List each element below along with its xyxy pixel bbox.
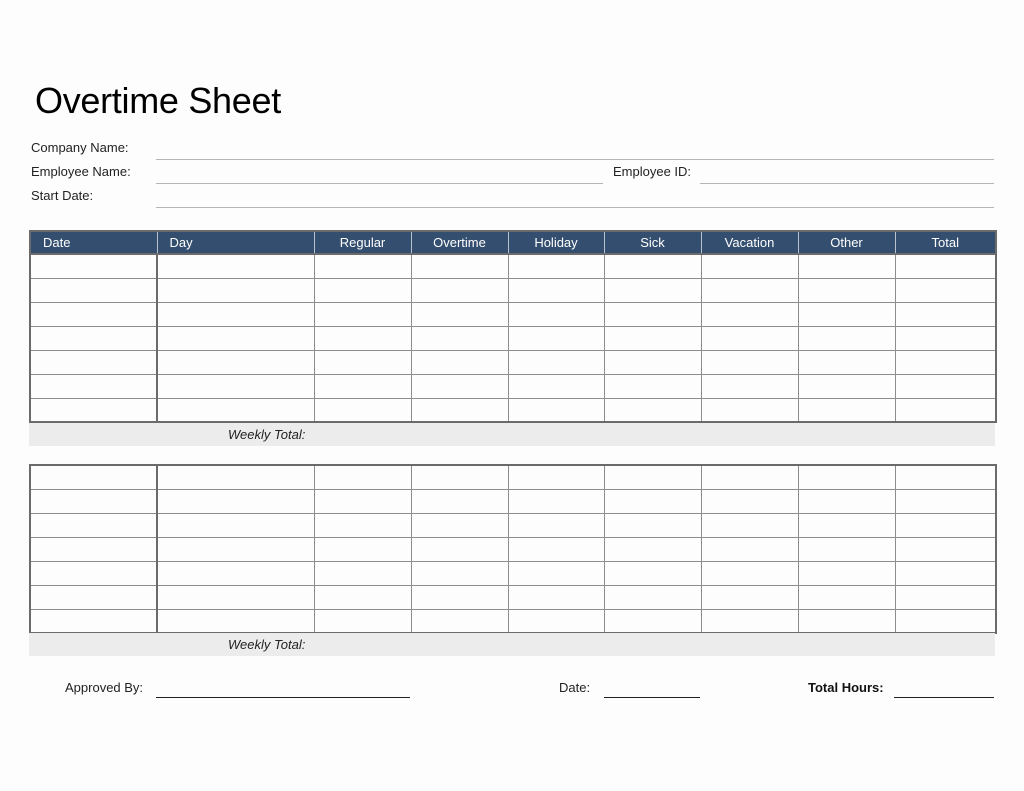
holiday-cell[interactable] — [508, 465, 604, 489]
approval-date-label: Date: — [559, 680, 591, 695]
vacation-cell[interactable] — [701, 254, 798, 278]
other-cell[interactable] — [798, 537, 895, 561]
column-header-date: Date — [30, 231, 157, 254]
other-cell[interactable] — [798, 585, 895, 609]
total-cell[interactable] — [895, 302, 996, 326]
holiday-cell[interactable] — [508, 513, 604, 537]
vacation-cell[interactable] — [701, 278, 798, 302]
approved-by-label: Approved By: — [65, 680, 144, 695]
overtime-cell[interactable] — [411, 609, 508, 633]
regular-cell[interactable] — [314, 350, 411, 374]
vacation-cell[interactable] — [701, 489, 798, 513]
date-cell[interactable] — [30, 278, 157, 302]
employee-id-label: Employee ID: — [613, 164, 692, 179]
other-cell[interactable] — [798, 489, 895, 513]
regular-cell[interactable] — [314, 585, 411, 609]
vacation-cell[interactable] — [701, 609, 798, 633]
other-cell[interactable] — [798, 278, 895, 302]
day-cell[interactable] — [157, 398, 314, 422]
total-cell[interactable] — [895, 513, 996, 537]
other-cell[interactable] — [798, 398, 895, 422]
sick-cell[interactable] — [604, 609, 701, 633]
sick-cell[interactable] — [604, 398, 701, 422]
holiday-cell[interactable] — [508, 609, 604, 633]
other-cell[interactable] — [798, 609, 895, 633]
sick-cell[interactable] — [604, 350, 701, 374]
date-cell[interactable] — [30, 302, 157, 326]
week-2-table — [29, 464, 997, 634]
regular-cell[interactable] — [314, 374, 411, 398]
column-header-regular: Regular — [314, 231, 411, 254]
day-cell[interactable] — [157, 254, 314, 278]
employee-id-field[interactable] — [700, 183, 994, 184]
regular-cell[interactable] — [314, 513, 411, 537]
date-cell[interactable] — [30, 374, 157, 398]
date-cell[interactable] — [30, 465, 157, 489]
sick-cell[interactable] — [604, 302, 701, 326]
overtime-cell[interactable] — [411, 326, 508, 350]
holiday-cell[interactable] — [508, 350, 604, 374]
vacation-cell[interactable] — [701, 350, 798, 374]
column-header-holiday: Holiday — [508, 231, 604, 254]
other-cell[interactable] — [798, 374, 895, 398]
overtime-cell[interactable] — [411, 254, 508, 278]
table-row — [30, 465, 996, 489]
day-cell[interactable] — [157, 537, 314, 561]
overtime-cell[interactable] — [411, 374, 508, 398]
date-cell[interactable] — [30, 585, 157, 609]
approved-by-field[interactable] — [156, 697, 410, 698]
week-1-table — [29, 230, 997, 423]
holiday-cell[interactable] — [508, 585, 604, 609]
table-row — [30, 513, 996, 537]
total-cell[interactable] — [895, 489, 996, 513]
week-2-weekly-total — [29, 633, 995, 656]
vacation-cell[interactable] — [701, 513, 798, 537]
date-cell[interactable] — [30, 398, 157, 422]
vacation-cell[interactable] — [701, 374, 798, 398]
overtime-cell[interactable] — [411, 513, 508, 537]
start-date-label: Start Date: — [31, 188, 94, 203]
overtime-cell[interactable] — [411, 489, 508, 513]
sick-cell[interactable] — [604, 537, 701, 561]
regular-cell[interactable] — [314, 254, 411, 278]
vacation-cell[interactable] — [701, 302, 798, 326]
column-header-vacation: Vacation — [701, 231, 798, 254]
total-cell[interactable] — [895, 465, 996, 489]
date-cell[interactable] — [30, 609, 157, 633]
day-cell[interactable] — [157, 302, 314, 326]
table-row — [30, 561, 996, 585]
holiday-cell[interactable] — [508, 326, 604, 350]
other-cell[interactable] — [798, 302, 895, 326]
holiday-cell[interactable] — [508, 374, 604, 398]
weekly-total-label: Weekly Total: — [228, 427, 306, 442]
overtime-cell[interactable] — [411, 398, 508, 422]
vacation-cell[interactable] — [701, 326, 798, 350]
day-cell[interactable] — [157, 374, 314, 398]
employee-name-field[interactable] — [156, 183, 603, 184]
holiday-cell[interactable] — [508, 398, 604, 422]
total-cell[interactable] — [895, 278, 996, 302]
regular-cell[interactable] — [314, 302, 411, 326]
total-cell[interactable] — [895, 374, 996, 398]
table-row — [30, 537, 996, 561]
table-row — [30, 302, 996, 326]
day-cell[interactable] — [157, 513, 314, 537]
date-cell[interactable] — [30, 537, 157, 561]
other-cell[interactable] — [798, 254, 895, 278]
overtime-cell[interactable] — [411, 278, 508, 302]
total-cell[interactable] — [895, 585, 996, 609]
table-row — [30, 585, 996, 609]
regular-cell[interactable] — [314, 278, 411, 302]
date-cell[interactable] — [30, 489, 157, 513]
vacation-cell[interactable] — [701, 585, 798, 609]
day-cell[interactable] — [157, 326, 314, 350]
sick-cell[interactable] — [604, 374, 701, 398]
total-hours-field[interactable] — [894, 697, 994, 698]
overtime-cell[interactable] — [411, 302, 508, 326]
table-row — [30, 326, 996, 350]
date-cell[interactable] — [30, 350, 157, 374]
day-cell[interactable] — [157, 350, 314, 374]
company-name-field[interactable] — [156, 159, 994, 160]
total-cell[interactable] — [895, 326, 996, 350]
table-header-row — [30, 231, 996, 254]
regular-cell[interactable] — [314, 561, 411, 585]
holiday-cell[interactable] — [508, 254, 604, 278]
other-cell[interactable] — [798, 350, 895, 374]
sick-cell[interactable] — [604, 513, 701, 537]
total-cell[interactable] — [895, 350, 996, 374]
day-cell[interactable] — [157, 609, 314, 633]
day-cell[interactable] — [157, 278, 314, 302]
overtime-cell[interactable] — [411, 465, 508, 489]
sick-cell[interactable] — [604, 326, 701, 350]
overtime-cell[interactable] — [411, 537, 508, 561]
table-row — [30, 350, 996, 374]
overtime-cell[interactable] — [411, 350, 508, 374]
sick-cell[interactable] — [604, 489, 701, 513]
other-cell[interactable] — [798, 561, 895, 585]
column-header-total: Total — [895, 231, 996, 254]
column-header-sick: Sick — [604, 231, 701, 254]
total-hours-label: Total Hours: — [808, 680, 884, 695]
total-cell[interactable] — [895, 537, 996, 561]
holiday-cell[interactable] — [508, 489, 604, 513]
sick-cell[interactable] — [604, 465, 701, 489]
day-cell[interactable] — [157, 465, 314, 489]
date-cell[interactable] — [30, 561, 157, 585]
other-cell[interactable] — [798, 326, 895, 350]
column-header-other: Other — [798, 231, 895, 254]
total-cell[interactable] — [895, 609, 996, 633]
table-row — [30, 254, 996, 278]
employee-name-label: Employee Name: — [31, 164, 131, 179]
regular-cell[interactable] — [314, 537, 411, 561]
sick-cell[interactable] — [604, 561, 701, 585]
table-row — [30, 489, 996, 513]
regular-cell[interactable] — [314, 465, 411, 489]
approval-date-field[interactable] — [604, 697, 700, 698]
column-header-overtime: Overtime — [411, 231, 508, 254]
day-cell[interactable] — [157, 585, 314, 609]
day-cell[interactable] — [157, 561, 314, 585]
table-row — [30, 278, 996, 302]
week-1-weekly-total — [29, 423, 995, 446]
holiday-cell[interactable] — [508, 561, 604, 585]
regular-cell[interactable] — [314, 609, 411, 633]
total-cell[interactable] — [895, 561, 996, 585]
regular-cell[interactable] — [314, 398, 411, 422]
holiday-cell[interactable] — [508, 278, 604, 302]
other-cell[interactable] — [798, 513, 895, 537]
holiday-cell[interactable] — [508, 302, 604, 326]
date-cell[interactable] — [30, 326, 157, 350]
total-cell[interactable] — [895, 254, 996, 278]
overtime-cell[interactable] — [411, 561, 508, 585]
table-row — [30, 609, 996, 633]
overtime-cell[interactable] — [411, 585, 508, 609]
total-cell[interactable] — [895, 398, 996, 422]
vacation-cell[interactable] — [701, 465, 798, 489]
company-name-label: Company Name: — [31, 140, 129, 155]
sick-cell[interactable] — [604, 585, 701, 609]
sick-cell[interactable] — [604, 278, 701, 302]
holiday-cell[interactable] — [508, 537, 604, 561]
page-title: Overtime Sheet — [35, 80, 281, 121]
start-date-field[interactable] — [156, 207, 994, 208]
table-row — [30, 398, 996, 422]
day-cell[interactable] — [157, 489, 314, 513]
column-header-day: Day — [157, 231, 314, 254]
other-cell[interactable] — [798, 465, 895, 489]
regular-cell[interactable] — [314, 489, 411, 513]
date-cell[interactable] — [30, 254, 157, 278]
vacation-cell[interactable] — [701, 561, 798, 585]
vacation-cell[interactable] — [701, 398, 798, 422]
vacation-cell[interactable] — [701, 537, 798, 561]
date-cell[interactable] — [30, 513, 157, 537]
sick-cell[interactable] — [604, 254, 701, 278]
table-row — [30, 374, 996, 398]
regular-cell[interactable] — [314, 326, 411, 350]
weekly-total-label: Weekly Total: — [228, 637, 306, 652]
